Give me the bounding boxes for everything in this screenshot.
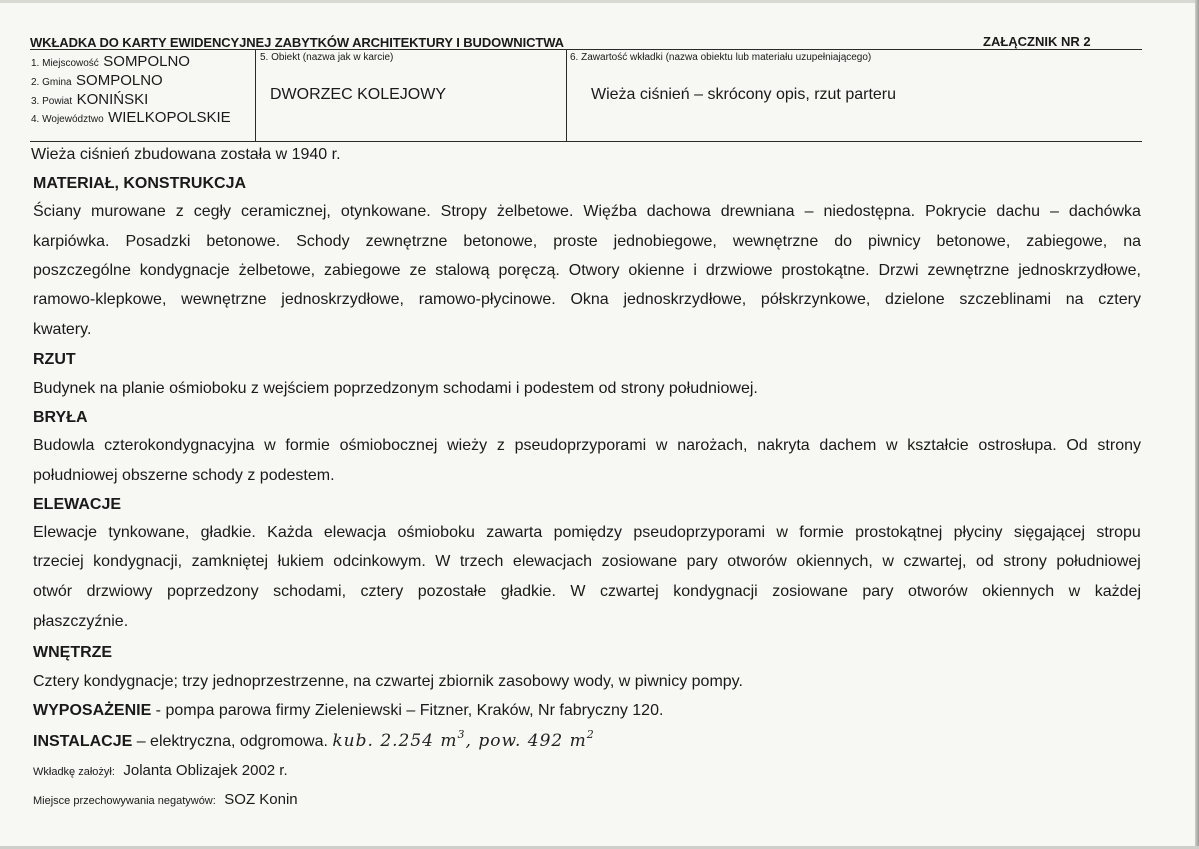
miejscowosc-value: SOMPOLNO xyxy=(103,53,190,70)
section-heading-wyposazenie: WYPOSAŻENIE xyxy=(33,702,152,719)
contents-value: Wieża ciśnień – skrócony opis, rzut parteru xyxy=(591,86,897,103)
location-wojewodztwo xyxy=(31,109,231,127)
section-heading-elewacje: ELEWACJE xyxy=(33,496,122,513)
section-heading-rzut: RZUT xyxy=(33,351,76,368)
bryla-line-2: południowej obszerne schody z podestem. xyxy=(33,467,335,484)
storage-line xyxy=(33,791,298,809)
author-value: Jolanta Oblizajek 2002 r. xyxy=(123,762,288,779)
location-gmina xyxy=(31,72,163,90)
scan-edge-top xyxy=(0,0,1199,3)
gmina-value: SOMPOLNO xyxy=(76,72,163,89)
wojewodztwo-value: WIELKOPOLSKIE xyxy=(108,109,231,126)
wojewodztwo-label: 4. Województwo xyxy=(31,114,104,125)
header-rule-bottom xyxy=(30,141,1142,142)
gmina-label: 2. Gmina xyxy=(31,77,72,88)
header-divider-2 xyxy=(566,49,567,141)
contents-label: 6. Zawartość wkładki (nazwa obiektu lub materiału uzupełniającego) xyxy=(570,52,872,63)
material-line-5: kwatery. xyxy=(33,321,92,338)
location-powiat xyxy=(31,91,148,109)
powiat-label: 3. Powiat xyxy=(31,96,73,107)
wnetrze-text: Cztery kondygnacje; trzy jednoprzestrzenne, na czwartej zbiornik zasobowy wody, w piwnicy pompy. xyxy=(33,673,743,690)
intro-text: Wieża ciśnień zbudowana została w 1940 r. xyxy=(31,146,341,163)
header-rule-top xyxy=(30,49,1142,50)
author-line xyxy=(33,762,288,780)
scan-edge-right xyxy=(1195,0,1199,849)
section-heading-instalacje: INSTALACJE xyxy=(33,733,133,750)
material-line-2: karpiówka. Posadzki betonowe. Schody zewnętrzne betonowe, proste jednobiegowe, wewnętrzne do piwnicy betonowe, zabiegowe, na xyxy=(33,233,1141,250)
instalacje-line xyxy=(33,728,595,751)
rzut-text: Budynek na planie ośmioboku z wejściem poprzedzonym schodami i podestem od strony południowej. xyxy=(33,380,758,397)
elewacje-line-3: otwór drzwiowy poprzedzony schodami, cztery pozostałe gładkie. W czwartej kondygnacji zosiowane pary otworów okiennych w każdej xyxy=(33,583,1141,600)
section-heading-material: MATERIAŁ, KONSTRUKCJA xyxy=(33,175,247,192)
storage-value: SOZ Konin xyxy=(224,791,298,808)
author-label: Wkładkę założył: xyxy=(33,766,115,778)
section-heading-bryla: BRYŁA xyxy=(33,409,88,426)
powiat-value: KONIŃSKI xyxy=(76,91,149,108)
object-label: 5. Obiekt (nazwa jak w karcie) xyxy=(260,52,394,63)
section-heading-wnetrze: WNĘTRZE xyxy=(33,644,113,661)
location-miejscowosc xyxy=(31,53,190,71)
object-value: DWORZEC KOLEJOWY xyxy=(270,86,447,103)
elewacje-line-1: Elewacje tynkowane, gładkie. Każda elewacja ośmioboku zawarta pomiędzy pseudoprzyporami w formie prostokątnej płyciny sięgającej stropu xyxy=(33,524,1141,541)
elewacje-line-2: trzeciej kondygnacji, zamkniętej łukiem odcinkowym. W trzech elewacjach zosiowane pary otworów okiennych, w czwartej, od strony południowej xyxy=(33,553,1141,570)
miejscowosc-label: 1. Miejscowość xyxy=(31,58,99,69)
annex-number: ZAŁĄCZNIK NR 2 xyxy=(983,34,1091,49)
material-line-4: ramowo-klepkowe, wewnętrzne jednoskrzydłowe, ramowo-płycinowe. Okna jednoskrzydłowe, półskrzynkowe, dzielone szczeblinami na cztery xyxy=(33,291,1141,308)
storage-label: Miejsce przechowywania negatywów: xyxy=(33,795,216,807)
bryla-line-1: Budowla czterokondygnacyjna w formie ośmiobocznej wieży z pseudoprzyporami w narożach, nakryta dachem w kształcie ostrosłupa. Od strony xyxy=(33,437,1141,454)
document-title: WKŁADKA DO KARTY EWIDENCYJNEJ ZABYTKÓW ARCHITEKTURY I BUDOWNICTWA xyxy=(30,35,564,50)
elewacje-line-4: płaszczyźnie. xyxy=(33,613,129,630)
header-divider-1 xyxy=(255,49,256,141)
handwritten-volume: kub. 2.254 $m^3$, pow. 492 $m^2$ xyxy=(332,728,595,751)
instalacje-text: – elektryczna, odgromowa. xyxy=(132,733,328,750)
material-line-1: Ściany murowane z cegły ceramicznej, otynkowane. Stropy żelbetowe. Więźba dachowa drewniana – niedostępna. Pokrycie dachu – dachówka xyxy=(33,203,1141,220)
material-line-3: poszczególne kondygnacje żelbetowe, zabiegowe ze stalową poręczą. Otwory okienne i drzwiowe prostokątne. Drzwi zewnętrzne jednoskrzydłowe, xyxy=(33,262,1141,279)
wyposazenie-text: - pompa parowa firmy Zieleniewski – Fitzner, Kraków, Nr fabryczny 120. xyxy=(151,702,664,719)
wyposazenie-line xyxy=(33,702,663,720)
